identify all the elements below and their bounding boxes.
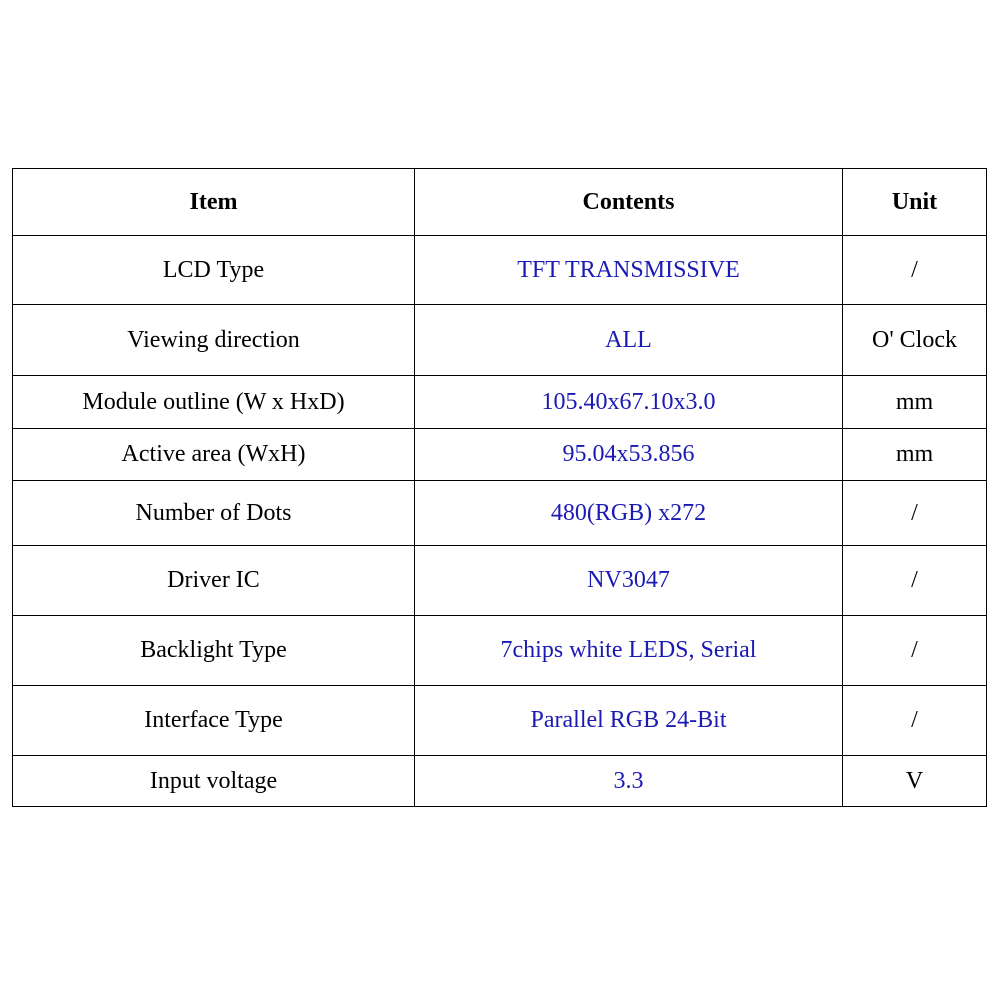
spec-table [12,168,987,807]
header-row [13,169,987,236]
row-item-cell: Backlight Type [13,616,415,686]
row-contents-cell: Parallel RGB 24-Bit [415,686,843,756]
header-unit: Unit [843,169,987,236]
row-contents-cell: NV3047 [415,546,843,616]
table-row [13,686,987,756]
row-contents-cell: ALL [415,305,843,376]
row-unit-cell: O' Clock [843,305,987,376]
row-item-cell: Input voltage [13,756,415,807]
table-row [13,616,987,686]
row-item-cell: Number of Dots [13,481,415,546]
table-row [13,481,987,546]
row-item-cell: LCD Type [13,236,415,305]
row-contents-cell: 95.04x53.856 [415,429,843,481]
row-item-cell: Active area (WxH) [13,429,415,481]
row-item-cell: Module outline (W x HxD) [13,376,415,429]
table-row [13,305,987,376]
table-row [13,376,987,429]
header-contents: Contents [415,169,843,236]
row-contents-cell: 3.3 [415,756,843,807]
row-unit-cell: / [843,236,987,305]
table-row [13,429,987,481]
row-unit-cell: V [843,756,987,807]
row-contents-cell: TFT TRANSMISSIVE [415,236,843,305]
row-unit-cell: / [843,481,987,546]
row-item-cell: Interface Type [13,686,415,756]
table-row [13,546,987,616]
row-item-cell: Driver IC [13,546,415,616]
row-unit-cell: / [843,616,987,686]
row-contents-cell: 480(RGB) x272 [415,481,843,546]
row-unit-cell: / [843,686,987,756]
table-row [13,756,987,807]
table-row [13,236,987,305]
row-contents-cell: 105.40x67.10x3.0 [415,376,843,429]
row-unit-cell: mm [843,376,987,429]
row-unit-cell: / [843,546,987,616]
row-unit-cell: mm [843,429,987,481]
header-item: Item [13,169,415,236]
row-contents-cell: 7chips white LEDS, Serial [415,616,843,686]
row-item-cell: Viewing direction [13,305,415,376]
